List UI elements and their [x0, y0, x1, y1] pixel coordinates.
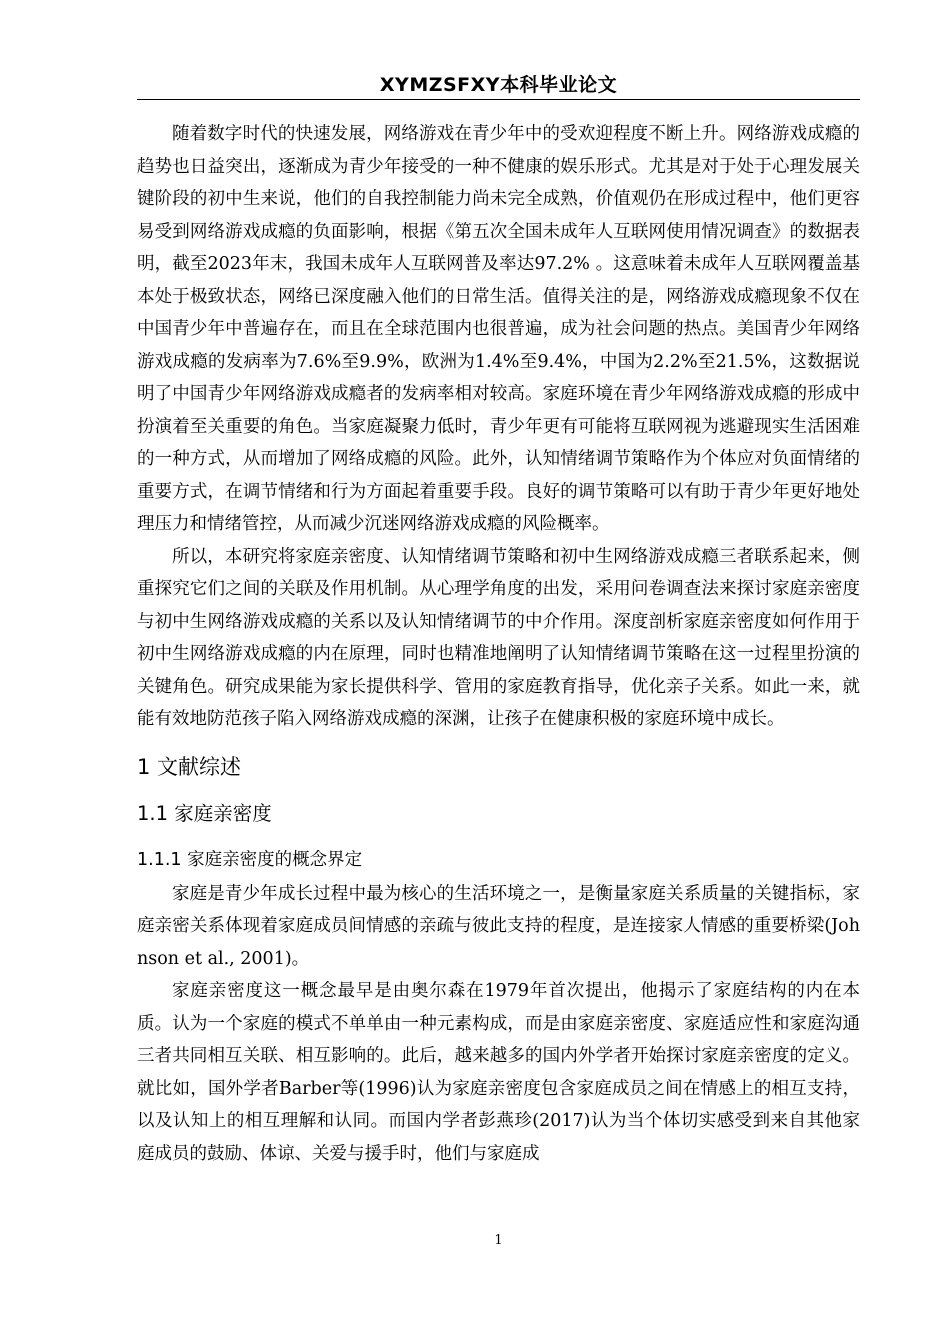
page-body [137, 118, 860, 1170]
header-divider [137, 99, 860, 100]
section-heading-1-1-1: 1.1.1 家庭亲密度的概念界定 [137, 849, 363, 870]
body-paragraph: 所以，本研究将家庭亲密度、认知情绪调节策略和初中生网络游戏成瘾三者联系起来，侧重探究它们之间的关联及作用机制。从心理学角度的出发，采用问卷调查法来探讨家庭亲密度与初中生网络游戏成瘾的关系以及认知情绪调节的中介作用。深度剖析家庭亲密度如何作用于初中生网络游戏成瘾的内在原理，同时也精准地阐明了认知情绪调节策略在这一过程里扮演的关键角色。研究成果能为家长提供科学、管用的家庭教育指导，优化亲子关系。如此一来，就能有效地防范孩子陷入网络游戏成瘾的深渊，让孩子在健康积极的家庭环境中成长。 [137, 546, 860, 729]
running-header-title: XYMZSFXY本科毕业论文 [379, 74, 618, 96]
section-heading-1-1: 1.1 家庭亲密度 [137, 801, 272, 825]
body-paragraph: 家庭亲密度这一概念最早是由奥尔森在1979年首次提出，他揭示了家庭结构的内在本质。认为一个家庭的模式不单单由一种元素构成，而是由家庭亲密度、家庭适应性和家庭沟通三者共同相互关联、相互影响的。此后，越来越多的国内外学者开始探讨家庭亲密度的定义。就比如，国外学者Barber等(1996)认为家庭亲密度包含家庭成员之间在情感上的相互支持，以及认知上的相互理解和认同。而国内学者彭燕珍(2017)认为当个体切实感受到来自其他家庭成员的鼓励、体谅、关爱与援手时，他们与家庭成 [137, 981, 860, 1164]
page-number: 1 [494, 1233, 503, 1248]
body-paragraph: 随着数字时代的快速发展，网络游戏在青少年中的受欢迎程度不断上升。网络游戏成瘾的趋势也日益突出，逐渐成为青少年接受的一种不健康的娱乐形式。尤其是对于处于心理发展关键阶段的初中生来说，他们的自我控制能力尚未完全成熟，价值观仍在形成过程中，他们更容易受到网络游戏成瘾的负面影响，根据《第五次全国未成年人互联网使用情况调查》的数据表明，截至2023年末，我国未成年人互联网普及率达97.2% 。这意味着未成年人互联网覆盖基本处于极致状态，网络已深度融入他们的日常生活。值得关注的是，网络游戏成瘾现象不仅在中国青少年中普遍存在，而且在全球范围内也很普遍，成为社会问题的热点。美国青少年网络游戏成瘾的发病率为7.6%至9.9%，欧洲为1.4%至9.4%，中国为2.2%至21.5%，这数据说明了中国青少年网络游戏成瘾者的发病率相对较高。家庭环境在青少年网络游戏成瘾的形成中扮演着至关重要的角色。当家庭凝聚力低时，青少年更有可能将互联网视为逃避现实生活困难的一种方式，从而增加了网络成瘾的风险。此外，认知情绪调节策略作为个体应对负面情绪的重要方式，在调节情绪和行为方面起着重要手段。良好的调节策略可以有助于青少年更好地处理压力和情绪管控，从而减少沉迷网络游戏成瘾的风险概率。 [137, 124, 860, 534]
section-heading-1: 1 文献综述 [137, 754, 242, 779]
body-paragraph: 家庭是青少年成长过程中最为核心的生活环境之一，是衡量家庭关系质量的关键指标，家庭亲密关系体现着家庭成员间情感的亲疏与彼此支持的程度，是连接家人情感的重要桥梁(Johnson et al., 2001)。 [137, 883, 860, 969]
